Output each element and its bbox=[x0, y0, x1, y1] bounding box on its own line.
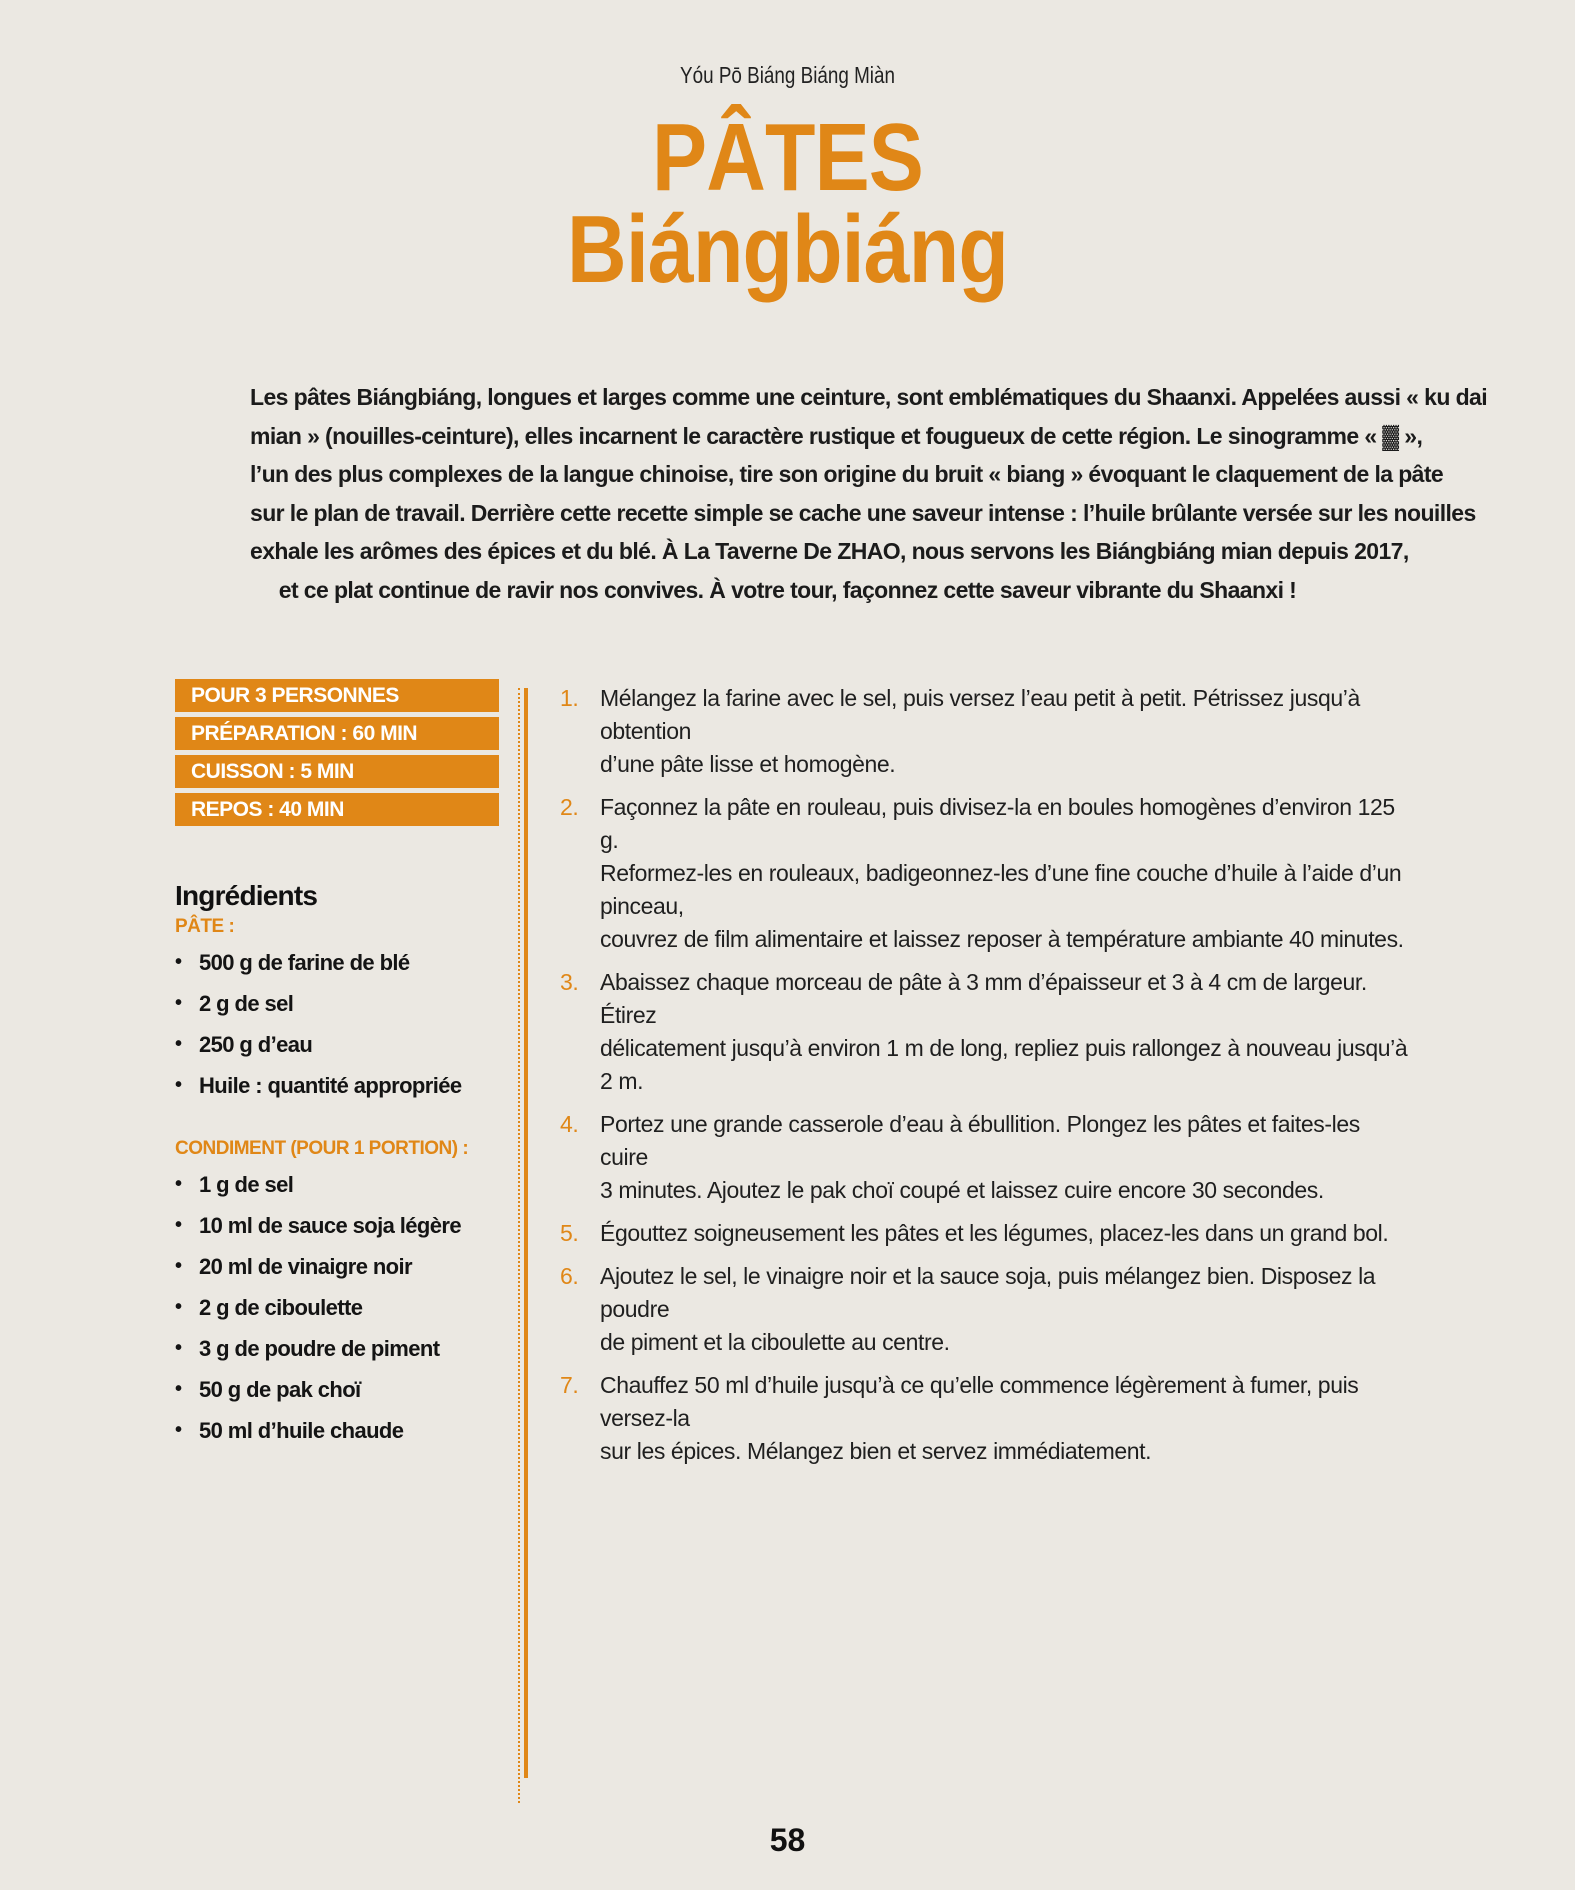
ingredient-item: • 1 g de sel bbox=[175, 1164, 495, 1205]
ingredient-item: • 10 ml de sauce soja légère bbox=[175, 1205, 495, 1246]
intro-line: exhale les arômes des épices et du blé. À La Taverne De ZHAO, nous servons les Biángbiáng mian depuis 2017, bbox=[250, 538, 1409, 564]
dough-list bbox=[175, 942, 495, 1106]
intro-paragraph bbox=[250, 378, 1488, 609]
step-text-line: Ajoutez le sel, le vinaigre noir et la sauce soja, puis mélangez bien. Disposez la poudre bbox=[600, 1263, 1376, 1322]
step-number: 4. bbox=[560, 1111, 579, 1137]
step-text-line: 3 minutes. Ajoutez le pak choï coupé et laissez cuire encore 30 secondes. bbox=[600, 1177, 1324, 1203]
step-text-line: Abaissez chaque morceau de pâte à 3 mm d’épaisseur et 3 à 4 cm de largeur. Étirez bbox=[600, 969, 1367, 1028]
recipe-title-line2: Biángbiáng bbox=[567, 196, 1008, 303]
dough-subheading: PÂTE : bbox=[175, 916, 235, 937]
ingredients-heading: Ingrédients bbox=[175, 880, 318, 911]
step-item bbox=[560, 1108, 1410, 1207]
step-text-line: Reformez-les en rouleaux, badigeonnez-les d’une fine couche d’huile à l’aide d’un pinceau, bbox=[600, 860, 1402, 919]
recipe-title-line1: PÂTES bbox=[652, 104, 923, 211]
step-text-line: d’une pâte lisse et homogène. bbox=[600, 751, 896, 777]
ingredient-item: • 50 g de pak choï bbox=[175, 1369, 495, 1410]
step-number: 3. bbox=[560, 969, 579, 995]
step-text-line: Portez une grande casserole d’eau à ébullition. Plongez les pâtes et faites-les cuire bbox=[600, 1111, 1360, 1170]
ingredient-item: • 2 g de sel bbox=[175, 983, 495, 1024]
cook-time-badge: CUISSON : 5 MIN bbox=[175, 755, 499, 788]
step-text-line: Égouttez soigneusement les pâtes et les légumes, placez-les dans un grand bol. bbox=[600, 1220, 1389, 1246]
intro-line: l’un des plus complexes de la langue chinoise, tire son origine du bruit « biang » évoquant le claquement de la pâte bbox=[250, 461, 1444, 487]
step-text-line: Chauffez 50 ml d’huile jusqu’à ce qu’elle commence légèrement à fumer, puis versez-la bbox=[600, 1372, 1359, 1431]
ingredient-item: • Huile : quantité appropriée bbox=[175, 1065, 495, 1106]
steps-section bbox=[560, 682, 1410, 1478]
ingredient-item: • 3 g de poudre de piment bbox=[175, 1328, 495, 1369]
steps-list bbox=[560, 682, 1410, 1468]
step-item bbox=[560, 791, 1410, 956]
condiment-subheading: CONDIMENT (POUR 1 PORTION) : bbox=[175, 1138, 469, 1159]
intro-line: mian » (nouilles-ceinture), elles incarnent le caractère rustique et fougueux de cette région. Le sinogramme « ▓ », bbox=[250, 422, 1423, 449]
servings-badge: POUR 3 PERSONNES bbox=[175, 679, 499, 712]
page-number: 58 bbox=[769, 1822, 806, 1858]
step-item bbox=[560, 1217, 1410, 1250]
step-text-line: délicatement jusqu’à environ 1 m de long, repliez puis rallongez à nouveau jusqu’à 2 m. bbox=[600, 1035, 1408, 1094]
intro-line: sur le plan de travail. Derrière cette recette simple se cache une saveur intense : l’huile brûlante versée sur les nouilles bbox=[250, 499, 1476, 526]
condiment-list bbox=[175, 1164, 495, 1451]
step-text-line: Façonnez la pâte en rouleau, puis divisez-la en boules homogènes d’environ 125 g. bbox=[600, 794, 1395, 853]
step-text-line: de piment et la ciboulette au centre. bbox=[600, 1329, 950, 1355]
intro-line: et ce plat continue de ravir nos convives. À votre tour, façonnez cette saveur vibrante du Shaanxi ! bbox=[278, 576, 1297, 603]
step-number: 5. bbox=[560, 1220, 579, 1246]
intro-line: Les pâtes Biángbiáng, longues et larges comme une ceinture, sont emblématiques du Shaanxi. Appelées aussi « ku dai bbox=[250, 384, 1488, 410]
ingredient-item: • 50 ml d’huile chaude bbox=[175, 1410, 495, 1451]
step-text-line: sur les épices. Mélangez bien et servez immédiatement. bbox=[600, 1438, 1152, 1464]
ingredient-item: • 20 ml de vinaigre noir bbox=[175, 1246, 495, 1287]
recipe-pronunciation: Yóu Pō Biáng Biáng Miàn bbox=[680, 62, 895, 88]
column-dotted-divider bbox=[518, 688, 520, 1803]
step-number: 7. bbox=[560, 1372, 579, 1398]
rest-time-badge: REPOS : 40 MIN bbox=[175, 793, 499, 826]
prep-time-badge: PRÉPARATION : 60 MIN bbox=[175, 717, 499, 750]
step-item bbox=[560, 682, 1410, 781]
step-text-line: Mélangez la farine avec le sel, puis versez l’eau petit à petit. Pétrissez jusqu’à obtention bbox=[600, 685, 1360, 744]
step-item bbox=[560, 1260, 1410, 1359]
step-number: 1. bbox=[560, 685, 579, 711]
step-number: 2. bbox=[560, 794, 579, 820]
step-text-line: couvrez de film alimentaire et laissez reposer à température ambiante 40 minutes. bbox=[600, 926, 1404, 952]
column-divider bbox=[524, 688, 528, 1778]
step-item bbox=[560, 1369, 1410, 1468]
ingredient-item: • 2 g de ciboulette bbox=[175, 1287, 495, 1328]
recipe-info-badges bbox=[175, 679, 499, 831]
ingredients-section bbox=[175, 880, 495, 1451]
step-item bbox=[560, 966, 1410, 1098]
step-number: 6. bbox=[560, 1263, 579, 1289]
ingredient-item: • 500 g de farine de blé bbox=[175, 942, 495, 983]
ingredient-item: • 250 g d’eau bbox=[175, 1024, 495, 1065]
